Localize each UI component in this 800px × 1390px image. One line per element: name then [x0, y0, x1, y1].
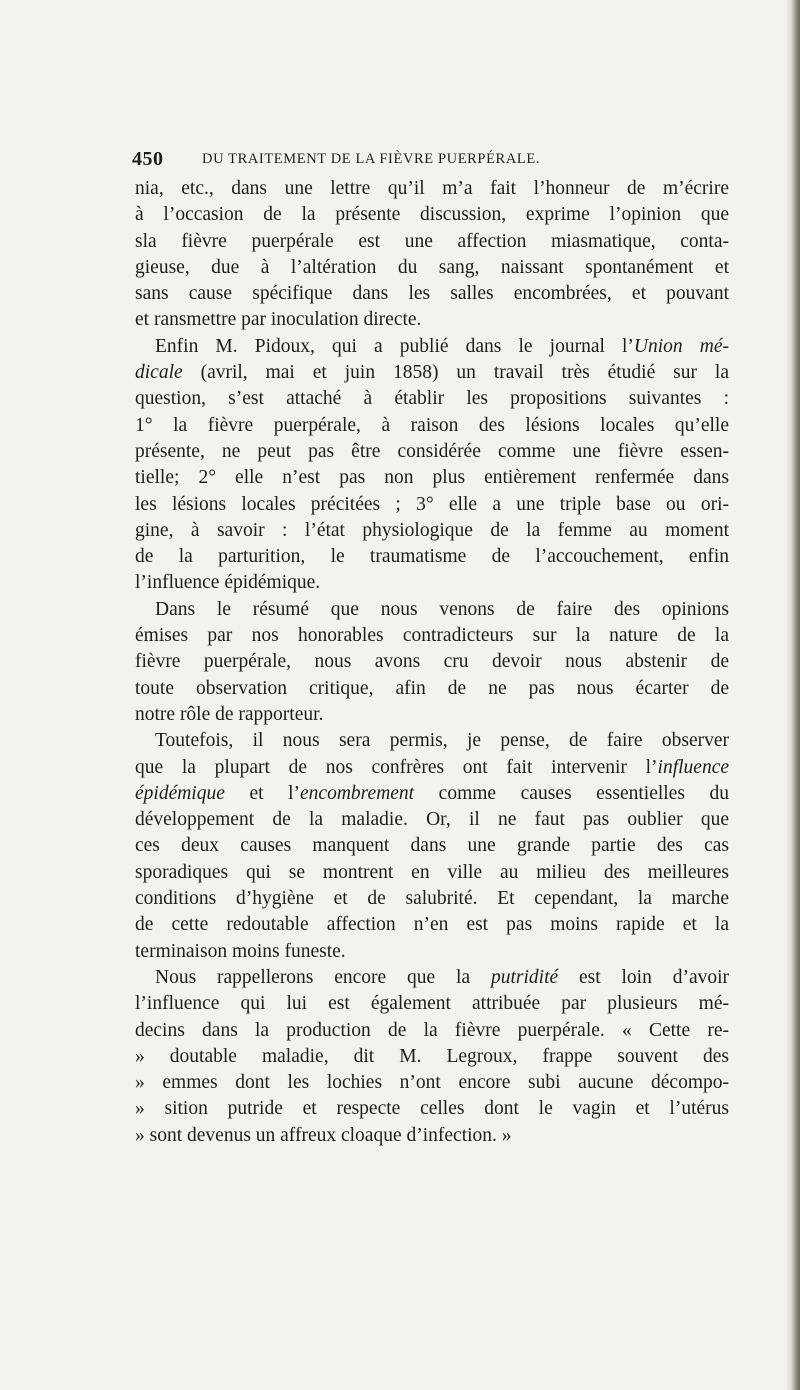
text-line: à l’occasion de la présente discussion, exprime l’opinion que — [135, 204, 729, 226]
text-line: notre rôle de rapporteur. — [135, 703, 324, 725]
text-line: fièvre puerpérale, nous avons cru devoir nous abstenir de — [135, 651, 729, 673]
text-line: tielle; 2° elle n’est pas non plus entièrement renfermée dans — [135, 467, 729, 489]
text-run: (avril, mai et juin 1858) un travail très étudié sur la — [182, 362, 729, 384]
text-run: Enfin M. Pidoux, qui a publié dans le journal l’ — [155, 335, 634, 357]
text-line: » doutable maladie, dit M. Legroux, frappe souvent des — [135, 1045, 729, 1067]
text-line: » sont devenus un affreux cloaque d’infection. » — [135, 1124, 512, 1146]
text-line: développement de la maladie. Or, il ne faut pas oublier que — [135, 809, 729, 831]
text-run: comme causes essentielles du — [414, 782, 729, 804]
italic-run: influence — [657, 756, 729, 778]
text-run: et l’ — [224, 782, 301, 804]
text-line: toute observation critique, afin de ne pas nous écarter de — [135, 677, 729, 699]
text-line: conditions d’hygiène et de salubrité. Et cependant, la marche — [135, 888, 729, 910]
text-line — [135, 360, 729, 386]
text-line: et ransmettre par inoculation directe. — [135, 309, 422, 331]
text-line: sans cause spécifique dans les salles encombrées, et pouvant — [135, 283, 729, 305]
text-line — [135, 334, 729, 360]
text-run: que la plupart de nos confrères ont fait intervenir l’ — [135, 756, 658, 778]
text-line: question, s’est attaché à établir les propositions suivantes : — [135, 388, 729, 410]
text-line: gine, à savoir : l’état physiologique de la femme au moment — [135, 519, 729, 541]
italic-run: encombrement — [300, 782, 415, 804]
text-line: sporadiques qui se montrent en ville au milieu des meilleures — [135, 861, 729, 883]
text-line — [135, 781, 729, 807]
text-line: sla fièvre puerpérale est une affection miasmatique, conta- — [135, 230, 729, 252]
running-head — [132, 148, 752, 172]
page-number: 450 — [132, 148, 164, 170]
running-title: DU TRAITEMENT DE LA FIÈVRE PUERPÉRALE. — [202, 151, 541, 167]
text-line: ces deux causes manquent dans une grande partie des cas — [135, 835, 729, 857]
text-line: de cette redoutable affection n’en est pas moins rapide et la — [135, 914, 729, 936]
italic-run: Union mé- — [633, 335, 729, 357]
text-line: nia, etc., dans une lettre qu’il m’a fait l’honneur de m’écrire — [135, 178, 729, 199]
text-line: 1° la fièvre puerpérale, à raison des lésions locales qu’elle — [135, 414, 729, 436]
text-line: l’influence qui lui est également attribuée par plusieurs mé- — [135, 993, 729, 1015]
page-binding-edge — [786, 0, 800, 1390]
text-line: Toutefois, il nous sera permis, je pense, de faire observer — [155, 730, 729, 752]
text-line: les lésions locales précitées ; 3° elle a une triple base ou ori- — [135, 493, 729, 515]
text-line: présente, ne peut pas être considérée comme une fièvre essen- — [135, 440, 729, 462]
text-line — [135, 755, 729, 781]
text-line: l’influence épidémique. — [135, 572, 321, 594]
italic-run: dicale — [135, 362, 183, 384]
text-line: Dans le résumé que nous venons de faire des opinions — [155, 598, 729, 620]
text-line: gieuse, due à l’altération du sang, naissant spontanément et — [135, 256, 729, 278]
text-run: Nous rappellerons encore que la — [155, 966, 491, 988]
text-line: de la parturition, le traumatisme de l’accouchement, enfin — [135, 546, 729, 568]
text-line — [135, 965, 729, 991]
italic-run: putridité — [490, 966, 559, 988]
text-line: decins dans la production de la fièvre puerpérale. « Cette re- — [135, 1019, 729, 1041]
text-line: émises par nos honorables contradicteurs sur la nature de la — [135, 625, 729, 647]
body-text — [135, 176, 729, 1149]
text-line: » emmes dont les lochies n’ont encore subi aucune décompo- — [135, 1072, 729, 1094]
italic-run: épidémique — [135, 782, 225, 804]
text-run: est loin d’avoir — [558, 966, 730, 988]
text-line: terminaison moins funeste. — [135, 940, 346, 962]
text-line: » sition putride et respecte celles dont le vagin et l’utérus — [135, 1098, 729, 1120]
